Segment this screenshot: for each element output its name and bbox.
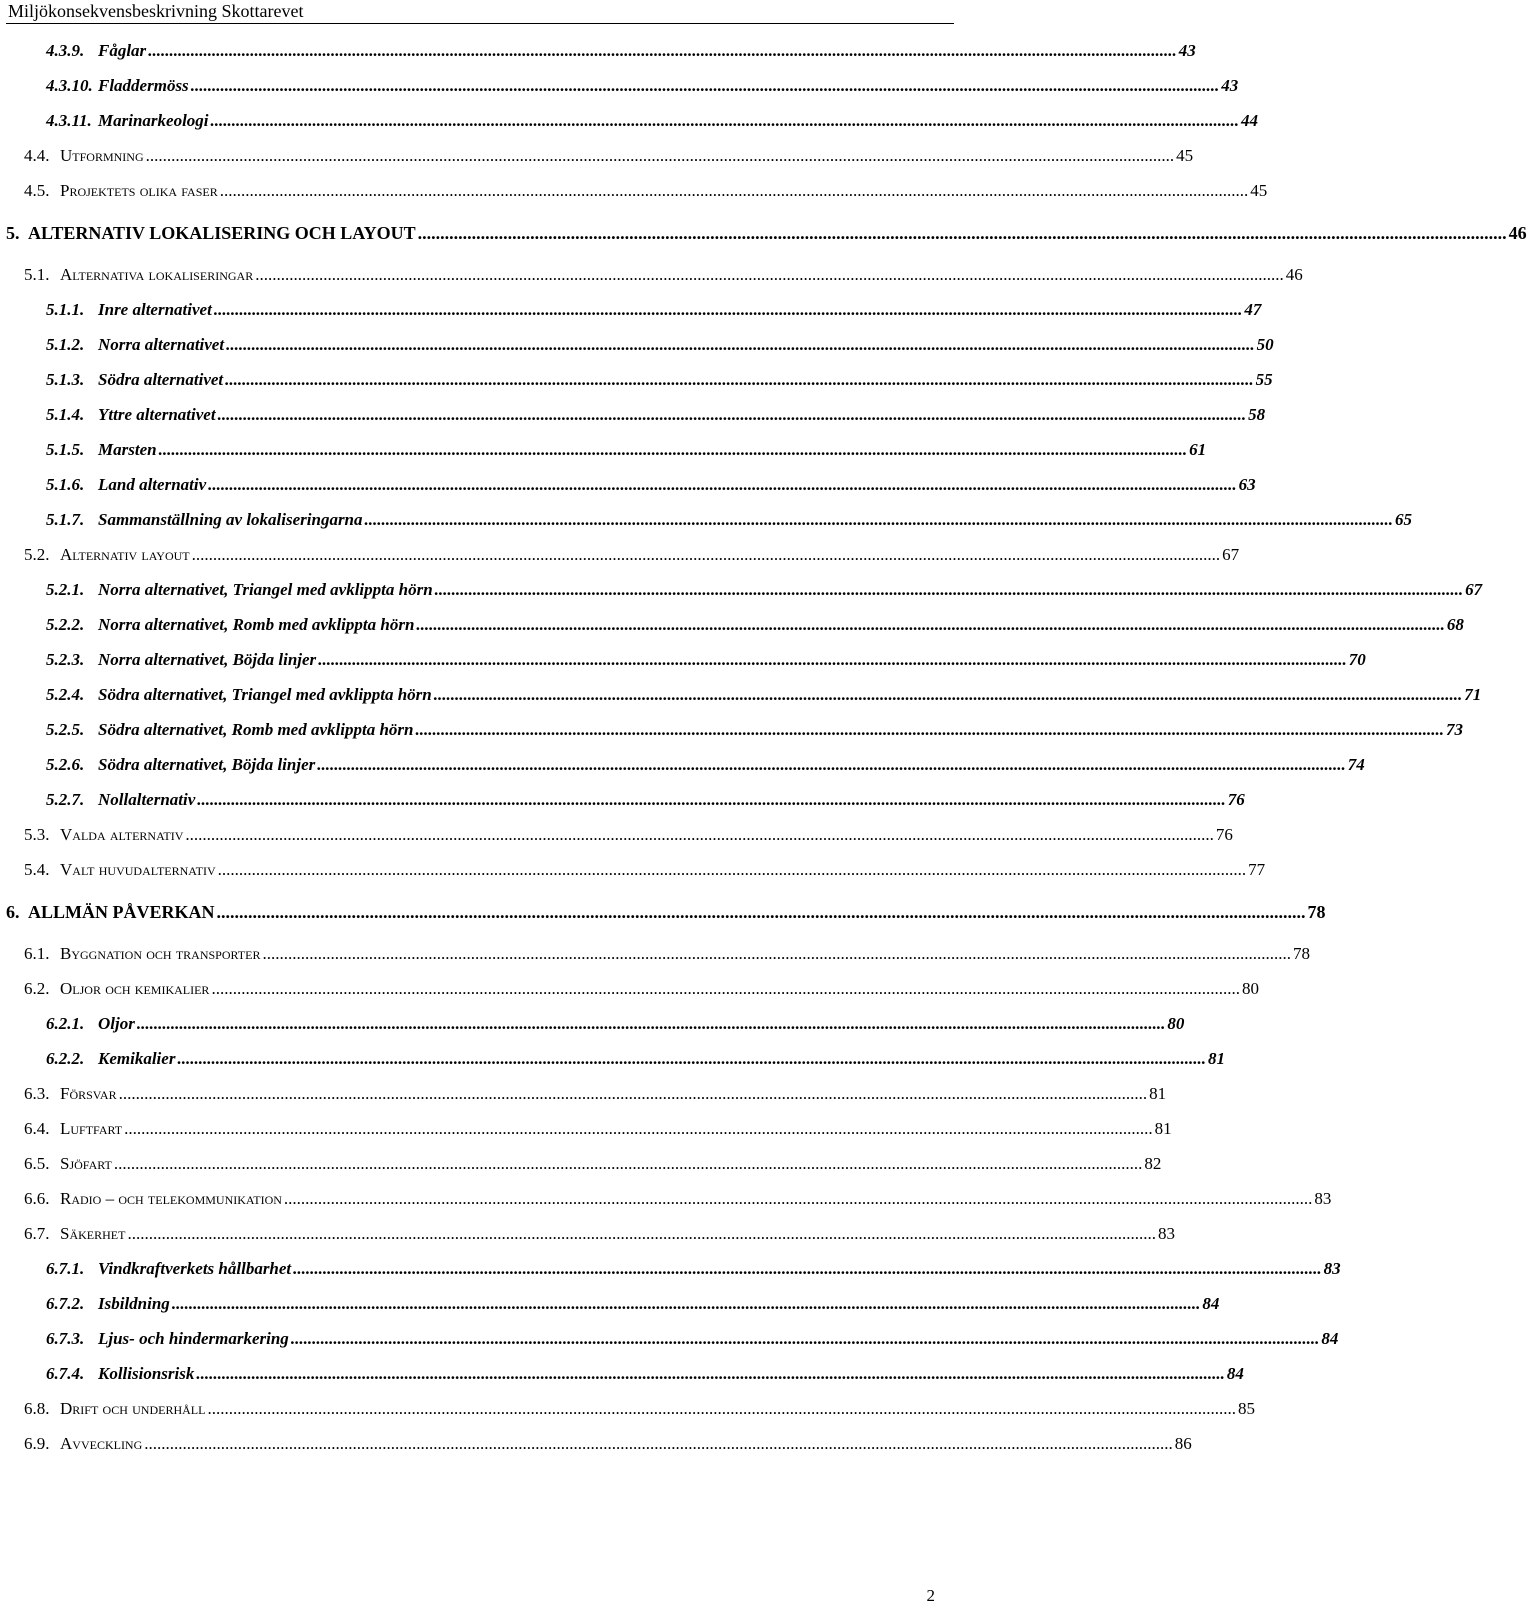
dot-leader [185, 824, 1214, 846]
toc-entry-number: 5.2.2. [46, 615, 85, 634]
toc-entry-number: 5.2.1. [46, 580, 85, 599]
toc-entry-page: 46 [1285, 265, 1303, 284]
dot-leader [146, 145, 1175, 167]
toc-entry-title: Projektets olika faser [60, 181, 218, 200]
toc-entry[interactable] [24, 256, 1303, 286]
toc-entry-title: Norra alternativet, Triangel med avklippta hörn [98, 580, 433, 599]
dot-leader [218, 859, 1247, 881]
toc-entry-title: Fåglar [98, 41, 147, 60]
toc-entry[interactable] [46, 1250, 1341, 1280]
toc-entry-title: Valt huvudalternativ [60, 860, 216, 879]
toc-entry-page: 78 [1307, 902, 1326, 922]
toc-entry-title: Försvar [60, 1084, 117, 1103]
toc-entry[interactable] [46, 571, 1483, 601]
toc-entry-title: Norra alternativet [98, 335, 225, 354]
toc-entry-title: Säkerhet [60, 1224, 126, 1243]
toc-entry-page: 81 [1149, 1084, 1167, 1103]
toc-entry-title: Byggnation och transporter [60, 944, 261, 963]
dot-leader [207, 1398, 1236, 1420]
toc-entry-page: 45 [1176, 146, 1194, 165]
toc-entry[interactable] [46, 606, 1464, 636]
toc-entry-number: 5.1.7. [46, 510, 85, 529]
toc-entry[interactable] [46, 1040, 1225, 1070]
toc-entry-number: 4.3.11. [46, 111, 92, 130]
toc-entry[interactable] [6, 214, 1527, 244]
toc-entry-page: 67 [1222, 545, 1240, 564]
toc-entry-page: 84 [1226, 1364, 1244, 1383]
toc-entry-page: 65 [1395, 510, 1413, 529]
dot-leader [416, 614, 1445, 636]
dot-leader [127, 1223, 1156, 1245]
dot-leader [144, 1433, 1173, 1455]
dot-leader [415, 719, 1444, 741]
toc-entry-page: 80 [1241, 979, 1259, 998]
toc-entry[interactable] [46, 501, 1413, 531]
toc-entry-page: 81 [1207, 1049, 1225, 1068]
dot-leader [197, 789, 1226, 811]
toc-entry[interactable] [24, 816, 1233, 846]
toc-entry-number: 5.4. [24, 860, 50, 879]
toc-entry[interactable] [24, 1145, 1162, 1175]
dot-leader [218, 404, 1247, 426]
toc-entry-number: 6.4. [24, 1119, 50, 1138]
toc-entry-title: Södra alternativet, Böjda linjer [98, 755, 316, 774]
toc-entry-page: 76 [1227, 790, 1245, 809]
dot-leader [192, 544, 1221, 566]
toc-entry-number: 5.1.4. [46, 405, 85, 424]
toc-entry-title: Utformning [60, 146, 144, 165]
toc-entry-title: Sammanställning av lokaliseringarna [98, 510, 363, 529]
toc-entry[interactable] [24, 536, 1240, 566]
toc-entry-title: Alternativ layout [60, 545, 190, 564]
toc-entry-title: Södra alternativet [98, 370, 224, 389]
toc-entry-number: 6. [6, 902, 20, 922]
toc-entry-title: Oljor [98, 1014, 135, 1033]
toc-entry-number: 4.4. [24, 146, 50, 165]
dot-leader [418, 222, 1507, 244]
toc-entry-page: 76 [1215, 825, 1233, 844]
toc-entry[interactable] [46, 711, 1463, 741]
toc-entry[interactable] [46, 676, 1482, 706]
toc-entry[interactable] [46, 1355, 1244, 1385]
dot-leader [137, 1013, 1166, 1035]
toc-entry-title: Marsten [98, 440, 157, 459]
toc-entry-title: Marinarkeologi [98, 111, 209, 130]
dot-leader [196, 1363, 1225, 1385]
toc-entry-number: 6.8. [24, 1399, 50, 1418]
toc-entry-page: 47 [1244, 300, 1262, 319]
toc-entry-number: 5.2.7. [46, 790, 85, 809]
running-header: Miljökonsekvensbeskrivning Skottarevet [8, 1, 304, 21]
toc-entry-number: 6.2. [24, 979, 50, 998]
toc-entry-title: Norra alternativet, Romb med avklippta hörn [98, 615, 415, 634]
toc-entry-title: Luftfart [60, 1119, 123, 1138]
toc-entry-number: 6.1. [24, 944, 50, 963]
toc-entry-page: 61 [1189, 440, 1207, 459]
dot-leader [211, 978, 1240, 1000]
toc-entry-page: 77 [1248, 860, 1266, 879]
toc-entry-title: Nollalternativ [98, 790, 196, 809]
toc-entry-title: Yttre alternativet [98, 405, 216, 424]
toc-entry-number: 5.1.1. [46, 300, 85, 319]
toc-entry-page: 78 [1292, 944, 1310, 963]
toc-entry-page: 86 [1174, 1434, 1192, 1453]
toc-entry-number: 6.7.1. [46, 1259, 85, 1278]
toc-entry-page: 70 [1348, 650, 1366, 669]
toc-entry[interactable] [24, 1180, 1332, 1210]
toc-entry[interactable] [46, 32, 1196, 62]
toc-entry-title: Fladdermöss [98, 76, 189, 95]
toc-entry-title: Vindkraftverkets hållbarhet [98, 1259, 292, 1278]
dot-leader [293, 1258, 1322, 1280]
toc-entry-number: 6.2.1. [46, 1014, 85, 1033]
toc-entry[interactable] [46, 1005, 1185, 1035]
toc-entry-title: Inre alternativet [98, 300, 212, 319]
dot-leader [317, 754, 1346, 776]
toc-entry-page: 55 [1255, 370, 1273, 389]
dot-leader [262, 943, 1291, 965]
toc-entry[interactable] [46, 1320, 1339, 1350]
toc-entry-number: 4.5. [24, 181, 50, 200]
toc-entry[interactable] [46, 431, 1207, 461]
toc-entry[interactable] [24, 1425, 1192, 1455]
dot-leader [291, 1328, 1320, 1350]
toc-entry-number: 5.2.5. [46, 720, 85, 739]
dot-leader [214, 299, 1243, 321]
toc-entry[interactable] [46, 361, 1273, 391]
dot-leader [220, 180, 1249, 202]
dot-leader [365, 509, 1394, 531]
toc-entry-number: 5.2.3. [46, 650, 85, 669]
toc-entry-page: 46 [1508, 223, 1527, 243]
toc-entry[interactable] [6, 893, 1326, 923]
toc-entry-number: 6.9. [24, 1434, 50, 1453]
toc-entry[interactable] [46, 102, 1259, 132]
dot-leader [119, 1083, 1148, 1105]
toc-entry[interactable] [24, 1110, 1172, 1140]
toc-entry-number: 6.7.2. [46, 1294, 85, 1313]
toc-entry-page: 71 [1464, 685, 1482, 704]
toc-entry-title: Avveckling [60, 1434, 143, 1453]
toc-entry-number: 5.1. [24, 265, 50, 284]
toc-entry[interactable] [24, 1075, 1167, 1105]
dot-leader [217, 901, 1306, 923]
toc-entry-number: 5.3. [24, 825, 50, 844]
toc-entry-title: ALLMÄN PÅVERKAN [28, 902, 215, 922]
toc-entry[interactable] [46, 641, 1366, 671]
toc-entry-title: Drift och underhåll [60, 1399, 206, 1418]
toc-entry-page: 84 [1321, 1329, 1339, 1348]
toc-entry[interactable] [46, 291, 1262, 321]
toc-entry-number: 5.1.2. [46, 335, 85, 354]
toc-entry-title: ALTERNATIV LOKALISERING OCH LAYOUT [28, 223, 416, 243]
dot-leader [225, 369, 1254, 391]
toc-entry-number: 5.1.3. [46, 370, 85, 389]
dot-leader [211, 110, 1240, 132]
toc-entry-number: 5.1.5. [46, 440, 85, 459]
toc-entry-page: 74 [1347, 755, 1365, 774]
toc-entry-title: Valda alternativ [60, 825, 184, 844]
dot-leader [226, 334, 1255, 356]
toc-entry-page: 83 [1157, 1224, 1175, 1243]
toc-entry-number: 5. [6, 223, 20, 243]
toc-entry-page: 83 [1323, 1259, 1341, 1278]
toc-entry-page: 50 [1256, 335, 1274, 354]
toc-entry-title: Radio – och telekommunikation [60, 1189, 282, 1208]
toc-entry-page: 73 [1445, 720, 1463, 739]
toc-entry[interactable] [46, 781, 1245, 811]
dot-leader [159, 439, 1188, 461]
toc-entry-number: 4.3.9. [46, 41, 85, 60]
toc-entry-title: Ljus- och hindermarkering [98, 1329, 289, 1348]
toc-entry-title: Isbildning [98, 1294, 170, 1313]
toc-entry-page: 81 [1154, 1119, 1172, 1138]
toc-entry-page: 80 [1167, 1014, 1185, 1033]
toc-entry-number: 6.7. [24, 1224, 50, 1243]
toc-entry-title: Norra alternativet, Böjda linjer [98, 650, 317, 669]
toc-entry-page: 83 [1314, 1189, 1332, 1208]
toc-entry[interactable] [24, 970, 1259, 1000]
toc-entry[interactable] [24, 172, 1268, 202]
toc-entry-page: 82 [1144, 1154, 1162, 1173]
toc-entry[interactable] [46, 466, 1256, 496]
toc-entry-number: 6.5. [24, 1154, 50, 1173]
page-number: 2 [926, 1586, 935, 1605]
toc-entry-title: Kollisionsrisk [98, 1364, 195, 1383]
toc-entry-page: 43 [1221, 76, 1239, 95]
toc-entry-page: 84 [1202, 1294, 1220, 1313]
toc-entry-title: Södra alternativet, Romb med avklippta hörn [98, 720, 414, 739]
dot-leader [114, 1153, 1143, 1175]
dot-leader [148, 40, 1177, 62]
toc-entry-number: 6.7.4. [46, 1364, 85, 1383]
toc-entry-page: 85 [1237, 1399, 1255, 1418]
toc-entry-page: 58 [1248, 405, 1266, 424]
toc-entry-number: 4.3.10. [46, 76, 93, 95]
toc-entry[interactable] [24, 1215, 1175, 1245]
toc-entry-number: 6.7.3. [46, 1329, 85, 1348]
toc-entry-number: 6.2.2. [46, 1049, 85, 1068]
toc-entry-number: 5.2.6. [46, 755, 85, 774]
toc-entry-page: 67 [1465, 580, 1483, 599]
dot-leader [435, 579, 1464, 601]
toc-entry[interactable] [46, 396, 1266, 426]
toc-entry-page: 45 [1250, 181, 1268, 200]
toc-entry-number: 6.3. [24, 1084, 50, 1103]
toc-entry-title: Södra alternativet, Triangel med avklippta hörn [98, 685, 432, 704]
toc-entry[interactable] [46, 67, 1239, 97]
toc-entry[interactable] [24, 935, 1310, 965]
dot-leader [124, 1118, 1153, 1140]
toc-entry-page: 63 [1238, 475, 1256, 494]
dot-leader [434, 684, 1463, 706]
toc-entry-page: 68 [1446, 615, 1464, 634]
toc-entry-number: 5.1.6. [46, 475, 85, 494]
dot-leader [318, 649, 1347, 671]
dot-leader [191, 75, 1220, 97]
toc-entry-number: 6.6. [24, 1189, 50, 1208]
toc-entry-title: Oljor och kemikalier [60, 979, 210, 998]
dot-leader [255, 264, 1284, 286]
dot-leader [172, 1293, 1201, 1315]
toc-entry[interactable] [46, 746, 1365, 776]
toc-entry[interactable] [46, 326, 1274, 356]
toc-entry-page: 44 [1241, 111, 1259, 130]
toc-entry-title: Land alternativ [98, 475, 207, 494]
toc-entry-number: 5.2.4. [46, 685, 85, 704]
toc-entry-title: Sjöfart [60, 1154, 112, 1173]
toc-entry-title: Alternativa lokaliseringar [60, 265, 254, 284]
toc-entry-page: 43 [1178, 41, 1196, 60]
toc-entry-title: Kemikalier [98, 1049, 176, 1068]
dot-leader [284, 1188, 1313, 1210]
dot-leader [208, 474, 1237, 496]
toc-entry[interactable] [46, 1285, 1220, 1315]
toc-entry[interactable] [24, 137, 1194, 167]
toc-entry-number: 5.2. [24, 545, 50, 564]
toc-entry[interactable] [24, 1390, 1255, 1420]
toc-entry[interactable] [24, 851, 1266, 881]
dot-leader [177, 1048, 1206, 1070]
